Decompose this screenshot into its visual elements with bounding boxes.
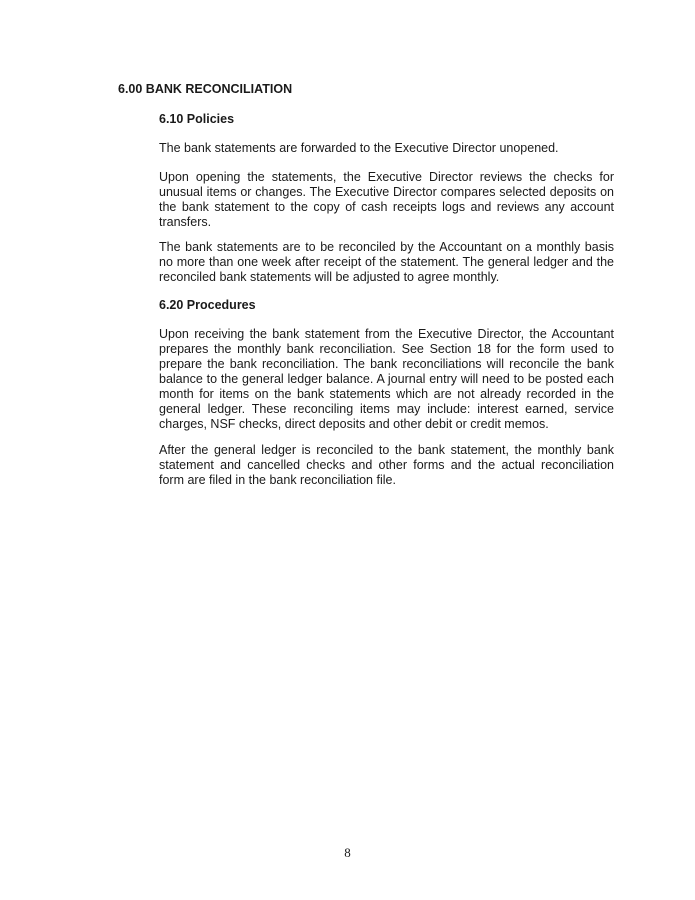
page-number: 8: [344, 845, 351, 860]
section-heading: 6.00 BANK RECONCILIATION: [118, 82, 293, 96]
subsection-heading-procedures: 6.20 Procedures: [159, 298, 256, 312]
policies-paragraph-2: Upon opening the statements, the Executive Director reviews the checks for unusual items or changes. The Executive Director compares selected deposits on the bank statement to the copy of cash receipts logs and reviews any account transfers.: [159, 170, 614, 229]
procedures-paragraph-2: After the general ledger is reconciled to the bank statement, the monthly bank statement and cancelled checks and other forms and the actual reconciliation form are filed in the bank reconciliation file.: [159, 443, 614, 487]
policies-paragraph-1: The bank statements are forwarded to the Executive Director unopened.: [159, 141, 559, 155]
procedures-paragraph-1: Upon receiving the bank statement from the Executive Director, the Accountant prepares the monthly bank reconciliation. See Section 18 for the form used to prepare the bank reconciliation. The bank reconciliations will reconcile the bank balance to the general ledger balance. A journal entry will need to be posted each month for items on the bank statements which are not already recorded in the general ledger. These reconciling items may include: interest earned, service charges, NSF checks, direct deposits and other debit or credit memos.: [159, 327, 614, 431]
policies-paragraph-3: The bank statements are to be reconciled by the Accountant on a monthly basis no more than one week after receipt of the statement. The general ledger and the reconciled bank statements will be adjusted to agree monthly.: [159, 240, 614, 284]
subsection-heading-policies: 6.10 Policies: [159, 112, 235, 126]
